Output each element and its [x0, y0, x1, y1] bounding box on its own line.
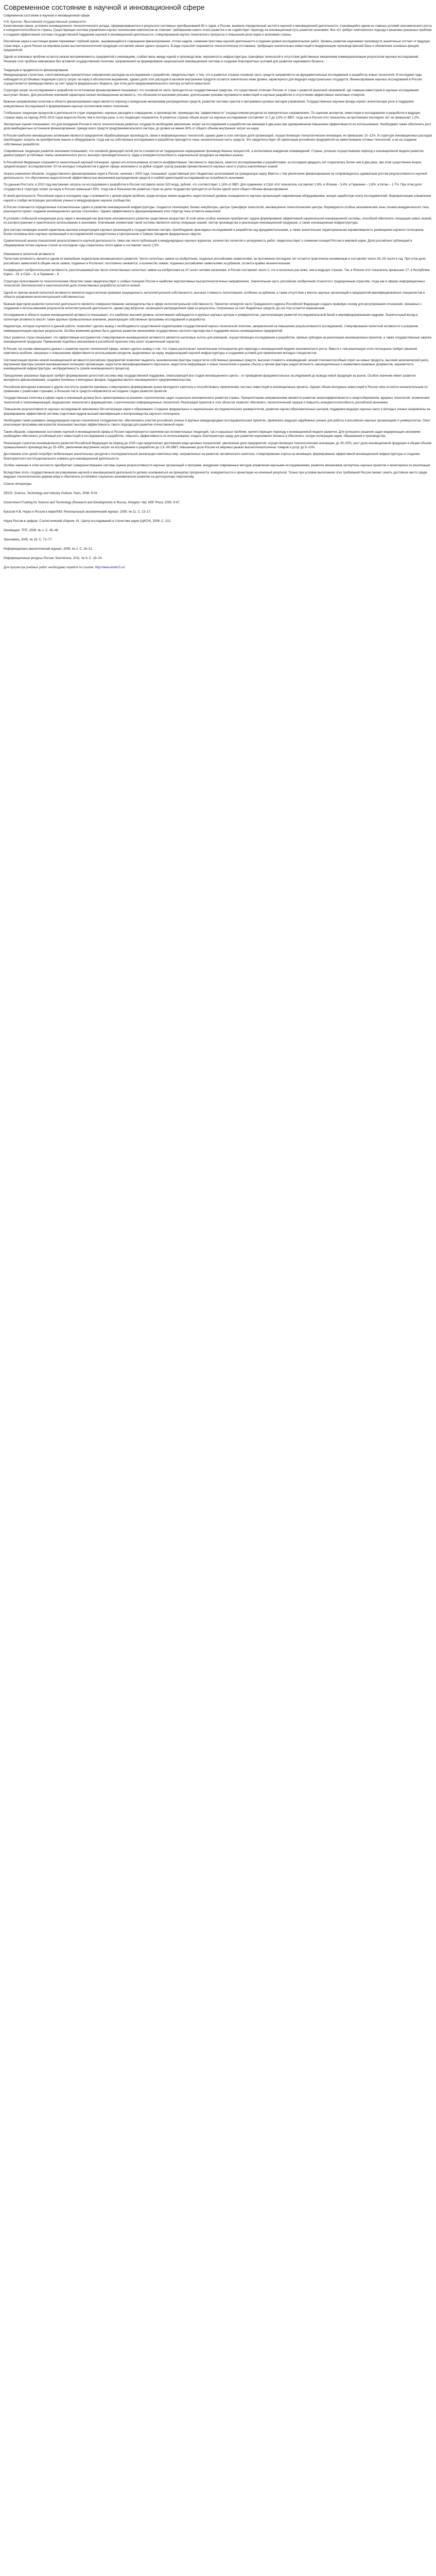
paragraph: В своей деятельности, Российская наука в последние годы сталкивается с целым рядом проблем, среди которых можно выделить недостаточный уровень оснащенности научных организаций современным оборудованием, низкую заработную плату исследователей, бюрократизацию управления наукой и слабую интеграцию российских ученых в международное научное сообщество. — [4, 195, 431, 202]
paragraph: Структура затрат на исследования и разработки по источникам финансирования показывает, что основная их часть приходится на государственные средства, что существенно отличает Россию от стран с развитой рыночной экономикой, где главным инвестором в научные исследования выступает бизнес. Для российских компаний характерна низкая инновационная активность, что объясняется высокими рисками, длительными сроками окупаемости инвестиций в научные разработки и отсутствием эффективных налоговых стимулов. — [4, 89, 419, 97]
paragraph: Повышение результативности научных исследований невозможно без интеграции науки и образования. Создание федеральных и национальных исследовательских университетов, развитие научно-образовательных центров, поддержка ведущих научных школ и молодых ученых направлены на формирование эффективной системы подготовки кадров высшей квалификации и воспроизводства научного потенциала. — [4, 408, 430, 416]
paragraph: Опыт развитых стран показывает, что эффективным инструментом стимулирования инновационной активности являются налоговые льготы для компаний, осуществляющих исследования и разработки, прямые субсидии на реализацию инновационных проектов, а также государственные закупки инновационной продукции. Применение подобных механизмов в российской практике пока носит ограниченный характер. — [4, 336, 431, 344]
paragraph: Преодоление указанных барьеров требует формирования целостной системы мер государственной поддержки, охватывающей все стадии инновационного цикла – от проведения фундаментальных исследований до вывода новой продукции на рынок. Особое значение имеет развитие венчурного финансирования, создание посевных и венчурных фондов, поддержка малого инновационного предпринимательства. — [4, 374, 416, 382]
references-title: Список литературы — [4, 482, 32, 486]
paragraph: В России отмечаются определенные положительные сдвиги в развитии инновационной инфраструктуры: создаются технопарки, бизнес-инкубаторы, центры трансфера технологий, инновационно-технологические центры. Формируются особые экономические зоны технико-внедренческого типа, реализуется проект создания инновационного центра «Сколково». Однако эффективность функционирования этих структур пока остается невысокой. — [4, 206, 430, 214]
paragraph: Государственная политика в сфере науки и инноваций должна быть ориентирована на решение стратегических задач социально-экономического развития страны. Приоритетными направлениями являются развитие энергоэффективности и энергосбережения, ядерных технологий, космических технологий и телекоммуникаций, медицинских технологий и фармацевтики, стратегических информационных технологий. Реализация проектов в этих областях позволит обеспечить технологический прорыв и повысить конкурентоспособность российской экономики. — [4, 397, 430, 404]
paragraph: Качественная смена, условиях инновационного технологического уклада, сформировавшегося в результате системных преобразований 90-х годов, в России, выявила определенный застой в научной и инновационной деятельности, становящейся одним из главных условий экономического роста и конкурентоспособности страны. Существующая система управления научно-техническим комплексом не отвечает требованиям нового этапа развития и не содействует переходу на инновационный путь развития экономики. Все это требует комплексного подхода к решению указанных проблем и создания эффективной системы государственной поддержки научной и инновационной деятельности, стимулирования научно-технического прогресса и повышения роли науки в экономике страны. — [4, 25, 432, 37]
paragraph: Важным направлением политики в области финансирования науки является переход к конкурсным механизмам распределения средств, развитие системы грантов и программно-целевых методов управления. Государственные научные фонды играют значительную роль в поддержке инициативных исследований и формировании научных коллективов нового поколения. — [4, 100, 414, 108]
section-heading: Изменения в патентной активности — [4, 253, 55, 257]
paragraph: Российская венчурная компания и другие институты развития призваны стимулировать формирование рынка венчурного капитала и способствовать привлечению частных инвестиций в инновационные проекты. Однако объем венчурных инвестиций в России пока остается незначительным по сравнению с развитыми странами, а большая часть средств направляется на поздние стадии развития проектов. — [4, 385, 428, 393]
paragraph: Глобальные тенденции процессов в деятельности стран определяют, научные расходов и сокращению, в производстве, преимущества "эффективности" сосредоточения ресурсов на приоритетных направлениях. По оценкам экспертов, инвестиции в исследования и разработки в ведущих странах мира за период 2003–2010 годов выросли более чем в полтора раза, и эта тенденция сохраняется. В развитых странах объем затрат на научные исследования составляет от 2 до 3,5% от ВВП, тогда как в России этот показатель на протяжении последних лет не превышает 1,2%. — [4, 112, 421, 120]
references-list — [4, 492, 432, 561]
paragraph: По данным Росстата, в 2010 году внутренние затраты на исследования и разработки в России составили около 523 млрд. рублей, что соответствует 1,16% от ВВП. Для сравнения, в США этот показатель составляет 2,8%, в Японии – 3,4%, в Германии – 2,8%, в Китае – 1,7%. При этом доля государства в структуре затрат на науку в России превышает 65%, тогда как в большинстве развитых стран на долю государства приходится не более одной трети общего объема финансирования. — [4, 183, 422, 191]
section-heading: Тенденции в предметности финансирования — [4, 69, 68, 73]
paragraph: Сравнительный анализ показателей результативности научной деятельности, таких как число публикаций в международных научных журналах, количество патентов и цитируемость работ, свидетельствует о снижении позиций России в мировой науке. Доля российских публикаций в общемировом потоке научных статей за последние годы сократилась почти вдвое и составляет около 2,5%. — [4, 240, 412, 247]
article-section — [4, 24, 432, 64]
article-section — [4, 396, 432, 427]
paragraph: Экспертные оценки показывают, что для вхождения России в число технологически развитых государств необходимо увеличение затрат на исследования и разработки как минимум в два раза при одновременном повышении эффективности их использования. Необходимо также обеспечить рост доли внебюджетных источников финансирования, прежде всего средств предпринимательского сектора, до уровня не менее 50% от общего объема внутренних затрат на науку. — [4, 123, 432, 131]
reference-item: Экономика. 2005. № 19. С. 72–77. — [4, 538, 53, 541]
paragraph: Анализ изменения объемов, государственного финансирования науки в России, начиная с 2000 года, показывает существенный рост бюджетных ассигнований на гражданскую науку. Вместе с тем увеличение финансирования не сопровождалось адекватным ростом результативности научной деятельности, что обусловлено недостаточной эффективностью механизмов распределения средств и слабой ориентацией исследований на потребности экономики. — [4, 172, 427, 180]
article-section — [4, 313, 432, 344]
article-section — [4, 161, 432, 214]
references-block — [4, 482, 432, 561]
paragraph: Современные тенденции развития экономики показывают, что основной движущей силой роста становится не традиционное наращивание производственных мощностей, а интенсивное внедрение нововведений. Страны, успешно осуществившие переход к инновационной модели развития, демонстрируют устойчивые темпы экономического роста, высокую производительность труда и конкурентоспособность национальной продукции на мировых рынках. — [4, 149, 425, 158]
paragraph: Исследования в области оценки инновационной активности показывают, что наиболее высокий уровень патентования наблюдается в крупных научных центрах и университетах, располагающих развитой исследовательской базой и квалифицированными кадрами. Значительный вклад в патентную активность вносят также крупные промышленные компании, реализующие собственные программы исследований и разработок. — [4, 314, 418, 321]
footer — [4, 566, 432, 570]
paragraph: Необходимо также развивать международное научно-техническое сотрудничество, обеспечивать участие российских ученых в крупных международных исследовательских проектах, привлекать ведущих зарубежных ученых для работы в российских научных организациях и университетах. Опыт реализации программы мегагрантов показывает высокую эффективность такого подхода для развития отечественной науки. — [4, 419, 431, 427]
article-section — [4, 347, 432, 394]
paragraph: Таким образом, современное состояние научной и инновационной сферы в России характеризуется наличием как положительных тенденций, так и серьезных проблем, препятствующих переходу к инновационной модели развития. Для успешного решения задач модернизации экономики необходимо обеспечить устойчивый рост инвестиций в исследования и разработки, повысить эффективность их использования, создать благоприятную среду для развития наукоемкого бизнеса и обеспечить тесную интеграцию науки, образования и производства. — [4, 430, 421, 438]
author-line: Н.В. Букатая, Ярославский государственный университет — [4, 21, 86, 24]
paragraph: Коэффициент изобретательской активности, рассчитываемый как число отечественных патентных заявок на изобретения на 10 тысяч человек населения, в России составляет около 2, что в несколько раз ниже, чем в ведущих странах. Так, в Японии этот показатель превышает 27, в Республике Корея – 25, в США – 8, в Германии – 6. — [4, 269, 430, 277]
page-subtitle: Современное состояние в научной и инновационной сфере — [4, 14, 90, 18]
paragraph: В условиях глобальной конкуренции роль науки и инноваций как факторов экономического развития существенно возрастает. В этой связи особое значение приобретает задача формирования эффективной национальной инновационной системы, способной обеспечить генерацию новых знаний, их распространение и практическое использование в экономике. Ключевыми элементами такой системы являются сектор генерации знаний, сектор производства и реализации инновационной продукции, а также инновационная инфраструктура. — [4, 217, 432, 225]
article-section — [4, 111, 432, 158]
paragraph: Структура патентования по технологическим областям также свидетельствует о слабых позициях России в наиболее перспективных высокотехнологичных направлениях. Значительная часть российских изобретений относится к традиционным отраслям, тогда как в сферах информационных технологий, биотехнологий и нанотехнологий доля отечественных разработок остается низкой. — [4, 280, 425, 288]
paragraph: Одной из причин низкой патентной активности является недостаточная правовая защищенность интеллектуальной собственности, высокая стоимость патентования, особенно за рубежом, а также отсутствие у многих научных организаций и предприятий квалифицированных специалистов в области управления интеллектуальной собственностью. — [4, 291, 425, 299]
paragraph: Систематизация причин низкой инновационной активности российских предприятий позволяет выделить экономические факторы (недостаток собственных денежных средств, высокая стоимость нововведений, низкий платежеспособный спрос на новые продукты, высокий экономический риск), внутренние факторы (низкий инновационный потенциал организации, недостаток квалифицированного персонала, недостаток информации о новых технологиях и рынках сбыта) и прочие факторы (недостаточность законодательных и нормативно-правовых документов, неразвитость инновационной инфраструктуры, неопределенность сроков инновационного процесса). — [4, 359, 429, 371]
reference-item: Информационные ресурсы России. Бюллетень. 2011. № 6. С. 18–24. — [4, 556, 103, 560]
reference-item: Информационно-аналитический журнал. 2009. № 2. С. 16–21. — [4, 547, 93, 551]
reference-item: Government Funding for Science and Technology (Research and Development) in Russia. Arlington: Nat. NSF Press, 2003. P.47. — [4, 501, 180, 504]
paragraph: Патентная активность является одним из важнейших индикаторов инновационного развития. Число патентных заявок на изобретения, поданных российскими заявителями, на протяжении последних лет остается практически неизменным и составляет около 28–29 тысяч в год. При этом доля российских заявителей в общем числе заявок, поданных в Роспатент, постепенно снижается, а количество заявок, поданных российскими заявителями за рубежом, остается крайне незначительным. — [4, 258, 426, 265]
paragraph: В России, на основе имеющихся данных о развитии научно-технической сферы, можно сделать вывод о том, что страна располагает значительным потенциалом для перехода к инновационной модели экономического роста. Вместе с тем реализация этого потенциала требует решения комплекса проблем, связанных с повышением эффективности использования ресурсов, выделяемых на науку, модернизацией научной инфраструктуры и созданием условий для привлечения молодых специалистов. — [4, 347, 417, 355]
footer-link[interactable]: http://www.world-5.ru/ — [95, 566, 125, 569]
paragraph: Международная статистика, сопоставляющая приоритетные направления расходов на исследования и разработки, свидетельствует о том, что в развитых странах основная часть средств направляется на фундаментальные исследования и разработку новых технологий. В последние годы наблюдается устойчивая тенденция к росту затрат на науку в абсолютном выражении, однако доля этих расходов в валовом внутреннем продукте остается значительно ниже уровня, характерного для ведущих индустриальных государств. Финансирование научных исследований в России осуществляется преимущественно за счет средств федерального бюджета, при этом доля предпринимательского сектора остается невысокой. — [4, 74, 422, 86]
article-body — [4, 24, 432, 480]
paragraph: Важным фактором развития патентной деятельности является совершенствование законодательства в сфере интеллектуальной собственности. Принятие четвертой части Гражданского кодекса Российской Федерации создало правовую основу для регулирования отношений, связанных с созданием и использованием результатов интеллектуальной деятельности, однако ряд вопросов, касающихся распределения прав на результаты, полученные за счет бюджетных средств, до сих пор остается нерешенным. — [4, 302, 422, 310]
reference-item: Наука России в цифрах: Статистический сборник. М.: Центр исследований и статистики науки (ЦИСН), 2006. С. 102. — [4, 519, 171, 523]
reference-item: Инновации: ТПП, 2009. № 1. С. 45–48. — [4, 529, 59, 532]
paragraph: В России наиболее инновационно активными являются предприятия обрабатывающих производств, связи и информационных технологий, однако даже в этих секторах доля организаций, осуществляющих технологические инновации, не превышает 10–12%. В структуре инновационных расходов преобладают затраты на приобретение машин и оборудования, тогда как на собственные исследования и разработки приходится лишь незначительная часть средств. Это свидетельствует об ориентации российских предприятий на заимствование готовых технологий, а не на создание собственных разработок. — [4, 134, 432, 146]
paragraph: Индикаторы, которые изучаются в данной работе, позволяют сделать вывод о необходимости существенной корректировки государственной научно-технической политики, направленной на повышение результативности исследований, стимулирование патентной активности и ускорение коммерциализации научных результатов. Особое внимание должно быть уделено развитию механизмов государственно-частного партнерства и поддержке малых инновационных предприятий. — [4, 325, 418, 333]
footer-text: Для просмотра учебных работ необходимо перейти по ссылке: — [4, 566, 95, 569]
paragraph: Достижение этих целей потребует мобилизации значительных ресурсов и последовательной реализации комплекса мер, направленных на развитие человеческого капитала, стимулирование спроса на инновации, формирование эффективной инновационной инфраструктуры и создание благоприятного институционального климата для инновационной деятельности. — [4, 453, 420, 461]
paragraph: Для сектора генерации знаний характерны высокая концентрация научных организаций в государственном секторе, преобладание прикладных исследований и разработок над фундаментальными, а также значительная территориальная неравномерность размещения научного потенциала. Более половины всех научных организаций и исследователей сосредоточены в Центральном и Северо-Западном федеральных округах. — [4, 228, 425, 236]
paragraph: Реализация стратегии инновационного развития Российской Федерации на период до 2020 года предполагает достижение ряда целевых показателей: увеличение доли предприятий, осуществляющих технологические инновации, до 40–50%; рост доли инновационной продукции в общем объеме промышленного производства до 25–35%; увеличение внутренних затрат на исследования и разработки до 2,5–3% ВВП; повышение доли России на мировых рынках высокотехнологичных товаров и услуг до 5–10%. — [4, 442, 432, 450]
paragraph: Вследствие этого, государственное регулирование научной и инновационной деятельности должно основываться на принципах прозрачности, конкурентности и ориентации на конечный результат. Только при условии выполнения этих требований Россия сможет занять достойное место среди ведущих технологических держав мира и обеспечить устойчивое социально-экономическое развитие на долгосрочную перспективу. — [4, 471, 427, 479]
reference-item: Букатая Н.В. Наука и Россия в мире//МЭ: Региональный экономический журнал. 2009. № 11. С. 13–17. — [4, 510, 151, 514]
article-section — [4, 252, 432, 311]
paragraph: Российская наука в настоящее время переживает глубокий кризис, выражающийся в сокращении финансирования, оттоке кадров, снижении престижа научной деятельности и падении уровня исследовательских работ. Уровень развития наукоемких производств значительно отстает от ведущих стран мира, а доля России на мировом рынке высокотехнологичной продукции составляет менее одного процента. В ряде отраслей сохраняется технологическое отставание, требующее значительных инвестиций в модернизацию производственной базы и обновление основных фондов предприятий. — [4, 40, 430, 53]
reference-item: OECD. Science, Technology and Industry Outlook. Paris, 2008. P.24. — [4, 492, 98, 495]
article-section — [4, 69, 432, 109]
page-title: Современное состояние в научной и инновационной сфере — [4, 3, 205, 11]
document-page — [0, 0, 436, 574]
paragraph: В Российской Федерации сохраняется значительный научный потенциал, однако его использование остается неэффективным. Численность персонала, занятого исследованиями и разработками, за последние двадцать лет сократилась более чем в два раза, при этом существенно возрос средний возраст исследователей. Отток молодых специалистов в другие сферы экономики и за рубеж создает угрозу разрыва преемственности научных школ и утраты накопленных знаний. — [4, 161, 422, 169]
paragraph: Одной из ключевых проблем остается низкая восприимчивость предприятий к инновациям, слабая связь между наукой и производством, неразвитость инфраструктуры трансфера технологий и отсутствие действенных механизмов коммерциализации результатов научных исследований. Решение этих проблем невозможно без активной государственной политики, направленной на формирование национальной инновационной системы и создание благоприятных условий для развития наукоемкого бизнеса. — [4, 56, 419, 63]
article-section — [4, 217, 432, 248]
paragraph: Особое значение в этом контексте приобретает совершенствование системы оценки результативности научных организаций и программ, внедрение современных методов управления научными исследованиями, развитие механизмов экспертизы научных проектов и мониторинга их реализации. — [4, 464, 431, 468]
article-section — [4, 430, 432, 480]
